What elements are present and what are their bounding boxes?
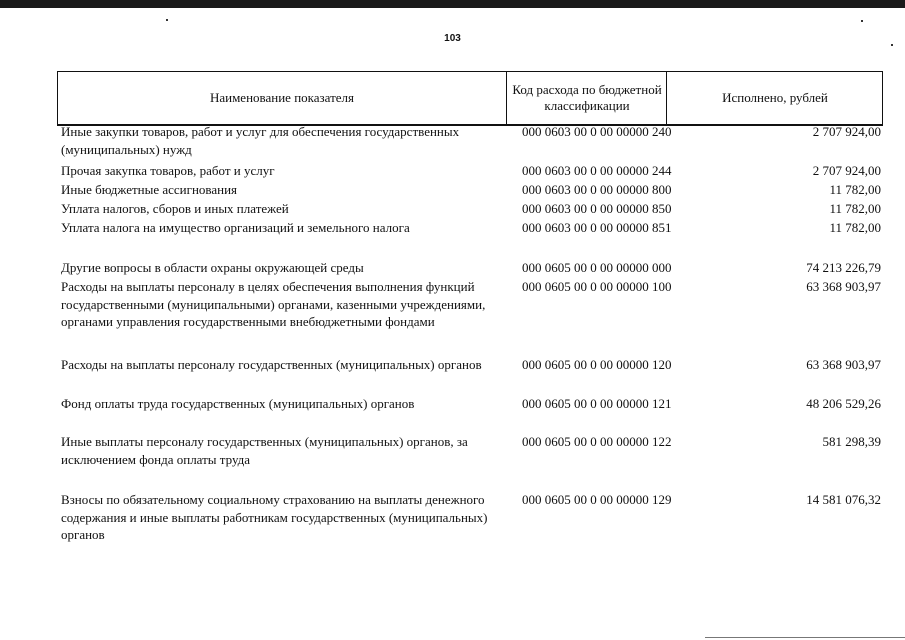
row-amount: 581 298,39 — [822, 434, 881, 449]
row-amount: 11 782,00 — [829, 220, 881, 235]
row-amount: 48 206 529,26 — [806, 396, 881, 411]
scan-speck — [891, 44, 893, 46]
page-number: 103 — [444, 33, 461, 44]
row-amount: 2 707 924,00 — [812, 124, 881, 139]
scan-bottom-line — [705, 637, 905, 638]
row-amount: 14 581 076,32 — [806, 492, 881, 507]
row-name: Другие вопросы в области охраны окружающей среды — [61, 260, 364, 275]
row-name: Иные выплаты персоналу государственных (муниципальных) органов, за исключением фонда оплаты труда — [61, 434, 468, 467]
row-amount: 11 782,00 — [829, 182, 881, 197]
row-amount: 2 707 924,00 — [812, 163, 881, 178]
row-name: Иные бюджетные ассигнования — [61, 182, 238, 197]
header-budget-code: Код расхода по бюджетной классификации — [506, 72, 667, 124]
scan-speck — [861, 20, 863, 22]
row-name: Взносы по обязательному социальному страхованию на выплаты денежного содержания и иные выплаты работникам государственных (муниципальных) органов — [61, 492, 488, 542]
row-name: Фонд оплаты труда государственных (муниципальных) органов — [61, 396, 415, 411]
row-code: 000 0603 00 0 00 00000 800 — [522, 182, 672, 197]
row-name: Уплата налога на имущество организаций и земельного налога — [61, 220, 410, 235]
row-name: Расходы на выплаты персоналу в целях обеспечения выполнения функций государственными (муниципальными) органами, казенными учреждениями, органами управления государственными внебюджетными фондами — [61, 279, 486, 329]
row-code: 000 0603 00 0 00 00000 850 — [522, 201, 672, 216]
row-code: 000 0605 00 0 00 00000 120 — [522, 357, 672, 372]
row-code: 000 0605 00 0 00 00000 121 — [522, 396, 672, 411]
header-indicator-name: Наименование показателя — [209, 90, 355, 105]
row-name: Иные закупки товаров, работ и услуг для обеспечения государственных (муниципальных) нужд — [61, 124, 460, 157]
row-code: 000 0603 00 0 00 00000 851 — [522, 220, 672, 235]
header-executed-amount: Исполнено, рублей — [666, 72, 883, 124]
row-code: 000 0605 00 0 00 00000 129 — [522, 492, 672, 507]
row-name: Уплата налогов, сборов и иных платежей — [61, 201, 289, 216]
row-code: 000 0603 00 0 00 00000 240 — [522, 124, 672, 139]
row-name: Расходы на выплаты персоналу государственных (муниципальных) органов — [61, 357, 482, 372]
row-amount: 11 782,00 — [829, 201, 881, 216]
row-name: Прочая закупка товаров, работ и услуг — [61, 163, 275, 178]
row-code: 000 0603 00 0 00 00000 244 — [522, 163, 672, 178]
row-amount: 63 368 903,97 — [806, 357, 881, 372]
table-header — [57, 71, 883, 126]
row-code: 000 0605 00 0 00 00000 000 — [522, 260, 672, 275]
scan-top-border — [0, 0, 905, 8]
row-code: 000 0605 00 0 00 00000 122 — [522, 434, 672, 449]
row-code: 000 0605 00 0 00 00000 100 — [522, 279, 672, 294]
scan-speck — [166, 19, 168, 21]
row-amount: 74 213 226,79 — [806, 260, 881, 275]
row-amount: 63 368 903,97 — [806, 279, 881, 294]
